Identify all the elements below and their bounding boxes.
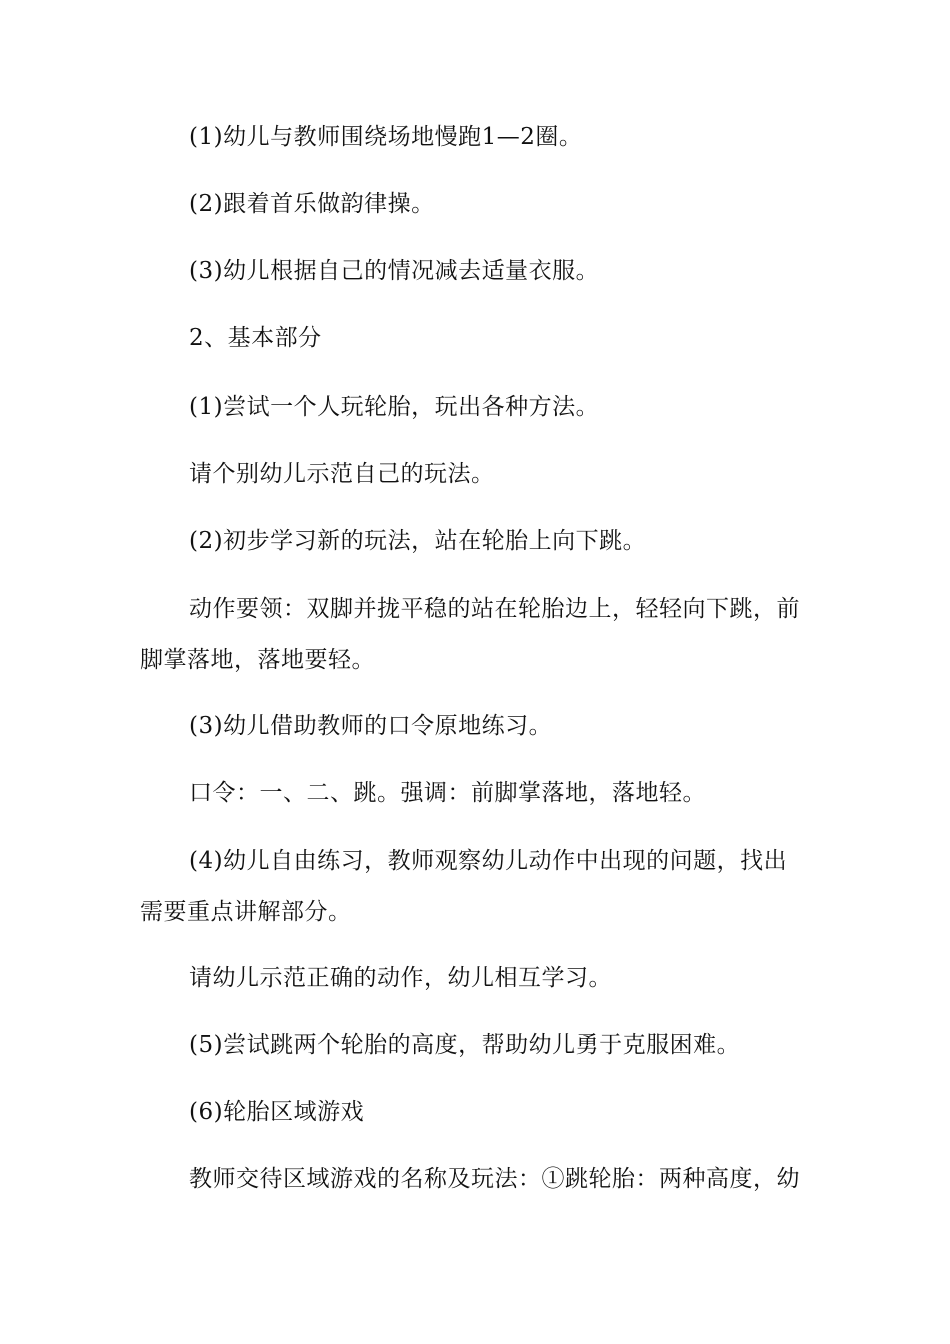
paragraph-remove-clothes: (3)幼儿根据自己的情况减去适量衣服。 [189, 258, 600, 284]
paragraph-try-tire-alone: (1)尝试一个人玩轮胎，玩出各种方法。 [189, 394, 600, 420]
paragraph-free-practice-line1: (4)幼儿自由练习，教师观察幼儿动作中出现的问题，找出 [189, 848, 788, 874]
section-heading-basic-part: 2、基本部分 [189, 325, 322, 351]
paragraph-game-explanation: 教师交待区域游戏的名称及玩法：①跳轮胎：两种高度，幼 [189, 1166, 800, 1192]
paragraph-action-essentials-line1: 动作要领：双脚并拢平稳的站在轮胎边上，轻轻向下跳，前 [189, 596, 800, 622]
paragraph-free-practice-line2: 需要重点讲解部分。 [140, 899, 352, 925]
paragraph-learn-jump: (2)初步学习新的玩法，站在轮胎上向下跳。 [189, 528, 647, 554]
paragraph-action-essentials-line2: 脚掌落地，落地要轻。 [140, 647, 375, 673]
paragraph-warmup-jog: (1)幼儿与教师围绕场地慢跑1—2圈。 [189, 124, 583, 150]
paragraph-rhythm-exercise: (2)跟着首乐做韵律操。 [189, 191, 435, 217]
paragraph-command-words: 口令：一、二、跳。强调：前脚掌落地，落地轻。 [189, 780, 706, 806]
paragraph-tire-area-game: (6)轮胎区域游戏 [189, 1099, 365, 1125]
paragraph-command-practice: (3)幼儿借助教师的口令原地练习。 [189, 713, 553, 739]
paragraph-demonstrate-play: 请个别幼儿示范自己的玩法。 [189, 461, 495, 487]
paragraph-demonstrate-correct: 请幼儿示范正确的动作，幼儿相互学习。 [189, 965, 612, 991]
paragraph-two-tire-height: (5)尝试跳两个轮胎的高度，帮助幼儿勇于克服困难。 [189, 1032, 741, 1058]
